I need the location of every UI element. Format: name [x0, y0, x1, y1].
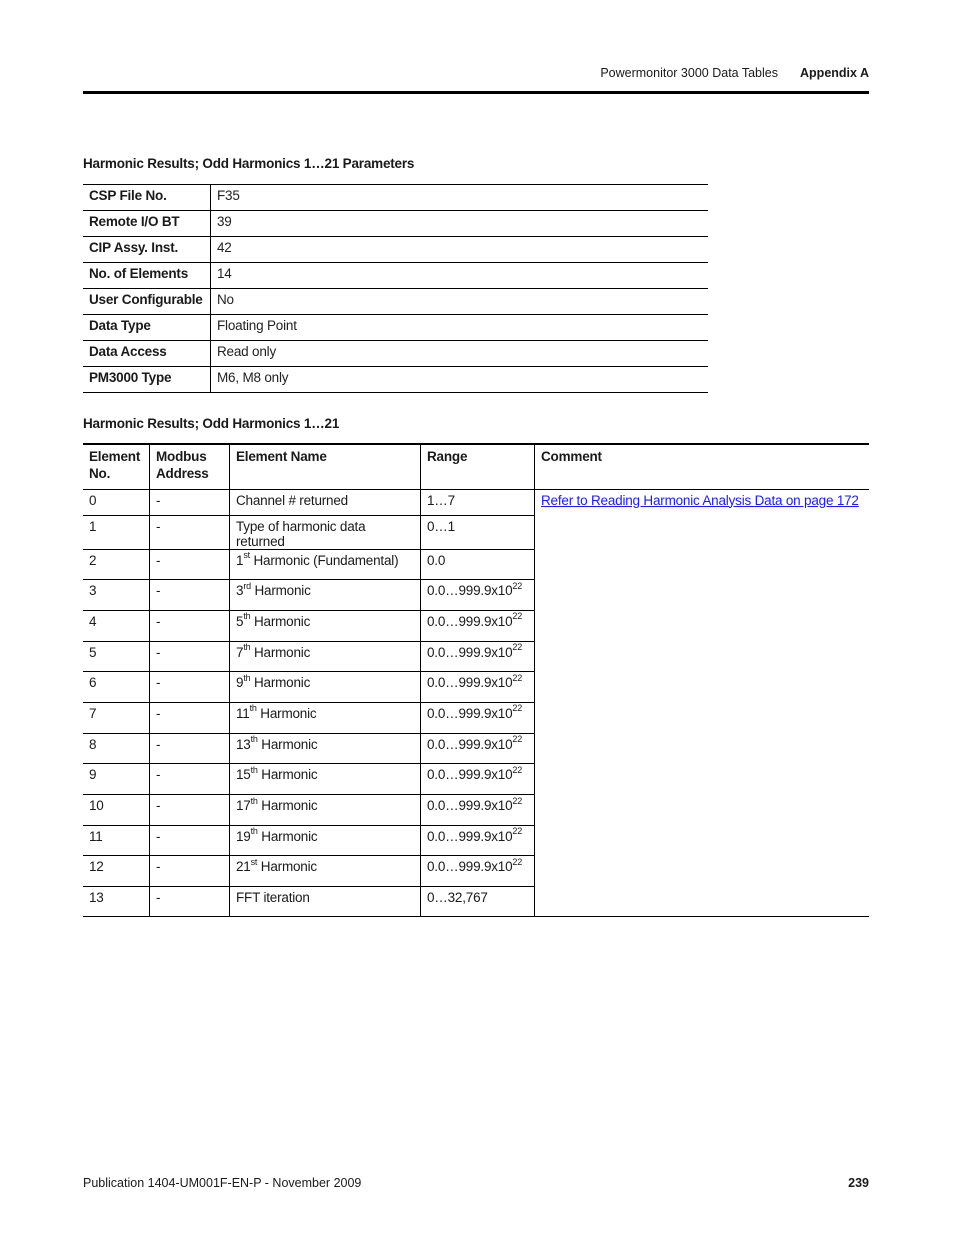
harmonic-label: Harmonic	[256, 705, 317, 721]
ordinal-suffix: th	[243, 672, 251, 683]
element-range	[421, 672, 535, 703]
param-value: Floating Point	[217, 318, 297, 333]
element-name	[230, 764, 421, 795]
modbus-address: -	[150, 672, 230, 703]
header-appendix: Appendix A	[800, 66, 869, 80]
ordinal-suffix: st	[243, 550, 250, 560]
range-base: 0.0…999.9x10	[427, 675, 513, 691]
range-base: 0.0…999.9x10	[427, 644, 513, 660]
param-key: Remote I/O BT	[83, 211, 211, 237]
element-range	[421, 764, 535, 795]
range-exponent: 22	[512, 672, 523, 683]
ordinal-suffix: th	[243, 611, 251, 622]
range-exponent: 22	[512, 580, 523, 591]
elements-table	[83, 443, 869, 917]
table-row	[83, 489, 869, 515]
harmonic-number: 17	[236, 798, 251, 813]
range-exponent: 22	[512, 795, 523, 806]
element-no: 0	[83, 489, 150, 515]
element-range	[421, 733, 535, 764]
element-name	[230, 549, 421, 580]
harmonic-number: 13	[236, 736, 251, 752]
harmonic-number: 15	[236, 767, 251, 783]
param-value: F35	[217, 188, 240, 203]
header-comment: Comment	[535, 444, 870, 489]
elements-table-caption: Harmonic Results; Odd Harmonics 1…21	[83, 416, 340, 431]
params-table-caption: Harmonic Results; Odd Harmonics 1…21 Parameters	[83, 156, 415, 171]
element-range: 0…1	[421, 515, 535, 549]
ordinal-suffix: th	[249, 703, 257, 714]
element-no: 5	[83, 641, 150, 672]
param-key: Data Access	[83, 341, 211, 367]
harmonic-number: 3	[236, 583, 244, 599]
param-value: No	[217, 292, 234, 307]
element-no: 8	[83, 733, 150, 764]
harmonic-label: Harmonic	[250, 613, 311, 629]
modbus-address: -	[150, 825, 230, 856]
element-range	[421, 580, 535, 611]
param-value: 14	[217, 266, 232, 281]
range-base: 0.0…999.9x10	[427, 767, 513, 783]
ordinal-suffix: th	[250, 734, 258, 745]
element-no: 1	[83, 515, 150, 549]
reading-harmonic-analysis-link[interactable]: Refer to Reading Harmonic Analysis Data on page 172	[541, 492, 859, 508]
table-header-row	[83, 444, 869, 489]
header-doc-title: Powermonitor 3000 Data Tables	[600, 66, 778, 80]
modbus-address: -	[150, 580, 230, 611]
range-exponent: 22	[512, 611, 523, 622]
element-range	[421, 702, 535, 733]
element-range: 1…7	[421, 489, 535, 515]
page-header	[83, 64, 869, 94]
table-row	[83, 263, 708, 289]
range-exponent: 22	[512, 642, 523, 653]
header-modbus-address: Modbus Address	[150, 444, 230, 489]
element-range: 0.0	[421, 549, 535, 580]
element-name: Channel # returned	[230, 489, 421, 515]
element-name: Type of harmonic data returned	[230, 515, 421, 549]
modbus-address: -	[150, 764, 230, 795]
element-no: 9	[83, 764, 150, 795]
comment-cell	[535, 489, 870, 549]
range-base: 0.0…999.9x10	[427, 583, 513, 599]
param-key: User Configurable	[83, 289, 211, 315]
element-name	[230, 610, 421, 641]
element-no: 6	[83, 672, 150, 703]
param-key: CIP Assy. Inst.	[83, 237, 211, 263]
param-key: CSP File No.	[83, 185, 211, 211]
table-row	[83, 341, 708, 367]
element-no: 10	[83, 795, 150, 826]
element-name	[230, 702, 421, 733]
table-row	[83, 211, 708, 237]
element-range: 0…32,767	[421, 887, 535, 917]
footer-publication: Publication 1404-UM001F-EN-P - November 2009	[83, 1176, 362, 1190]
ordinal-suffix: st	[250, 856, 258, 867]
modbus-address: -	[150, 489, 230, 515]
range-exponent: 22	[512, 826, 523, 837]
modbus-address: -	[150, 515, 230, 549]
harmonic-label: Harmonic (Fundamental)	[249, 552, 399, 568]
table-row	[83, 237, 708, 263]
modbus-address: -	[150, 641, 230, 672]
element-no: 7	[83, 702, 150, 733]
ordinal-suffix: th	[250, 795, 258, 806]
element-name	[230, 641, 421, 672]
table-row	[83, 367, 708, 393]
element-name	[230, 672, 421, 703]
element-range	[421, 641, 535, 672]
harmonic-number: 19	[236, 828, 251, 844]
element-no: 4	[83, 610, 150, 641]
range-exponent: 22	[512, 703, 523, 714]
harmonic-label: Harmonic	[250, 644, 311, 660]
range-base: 0.0…999.9x10	[427, 859, 513, 875]
header-element-name: Element Name	[230, 444, 421, 489]
harmonic-number: 21	[236, 859, 251, 875]
harmonic-number: 7	[236, 644, 244, 660]
modbus-address: -	[150, 549, 230, 580]
element-no: 12	[83, 856, 150, 887]
range-base: 0.0…999.9x10	[427, 705, 513, 721]
header-element-no: Element No.	[89, 449, 141, 481]
harmonic-number: 9	[236, 675, 244, 691]
modbus-address: -	[150, 733, 230, 764]
element-range	[421, 795, 535, 826]
element-no: 2	[83, 549, 150, 580]
range-exponent: 22	[512, 734, 523, 745]
parameters-table	[83, 184, 708, 393]
modbus-address: -	[150, 610, 230, 641]
element-name	[230, 825, 421, 856]
element-name	[230, 733, 421, 764]
modbus-address: -	[150, 887, 230, 917]
table-row	[83, 549, 869, 580]
ordinal-suffix: th	[250, 826, 258, 837]
modbus-address: -	[150, 856, 230, 887]
header-range: Range	[421, 444, 535, 489]
range-base: 0.0…999.9x10	[427, 828, 513, 844]
element-name	[230, 580, 421, 611]
harmonic-label: Harmonic	[257, 859, 317, 875]
harmonic-number: 11	[236, 705, 250, 721]
modbus-address: -	[150, 795, 230, 826]
ordinal-suffix: th	[250, 764, 258, 775]
harmonic-label: Harmonic	[257, 736, 318, 752]
ordinal-suffix: th	[243, 642, 251, 653]
param-value: M6, M8 only	[217, 370, 289, 385]
param-value: 42	[217, 240, 232, 255]
range-base: 0.0…999.9x10	[427, 736, 513, 752]
element-name	[230, 856, 421, 887]
harmonic-label: Harmonic	[257, 798, 318, 813]
element-no: 11	[83, 825, 150, 856]
harmonic-label: Harmonic	[250, 583, 311, 599]
param-key: Data Type	[83, 315, 211, 341]
range-base: 0.0…999.9x10	[427, 798, 513, 813]
modbus-address: -	[150, 702, 230, 733]
range-exponent: 22	[512, 856, 523, 867]
param-value: 39	[217, 214, 232, 229]
harmonic-label: Harmonic	[257, 828, 318, 844]
comment-cell	[535, 549, 870, 917]
table-row	[83, 315, 708, 341]
harmonic-label: Harmonic	[257, 767, 318, 783]
harmonic-number: 1	[236, 552, 244, 568]
page-number: 239	[848, 1176, 869, 1190]
element-range	[421, 825, 535, 856]
table-row	[83, 185, 708, 211]
param-key: PM3000 Type	[83, 367, 211, 393]
element-range	[421, 856, 535, 887]
harmonic-number: 5	[236, 613, 244, 629]
element-name	[230, 795, 421, 826]
range-exponent: 22	[512, 764, 523, 775]
table-row	[83, 289, 708, 315]
range-base: 0.0…999.9x10	[427, 613, 513, 629]
harmonic-label: Harmonic	[250, 675, 311, 691]
param-key: No. of Elements	[83, 263, 211, 289]
param-value: Read only	[217, 344, 276, 359]
element-range	[421, 610, 535, 641]
ordinal-suffix: rd	[243, 580, 251, 591]
element-name: FFT iteration	[230, 887, 421, 917]
element-no: 3	[83, 580, 150, 611]
element-no: 13	[89, 890, 104, 906]
